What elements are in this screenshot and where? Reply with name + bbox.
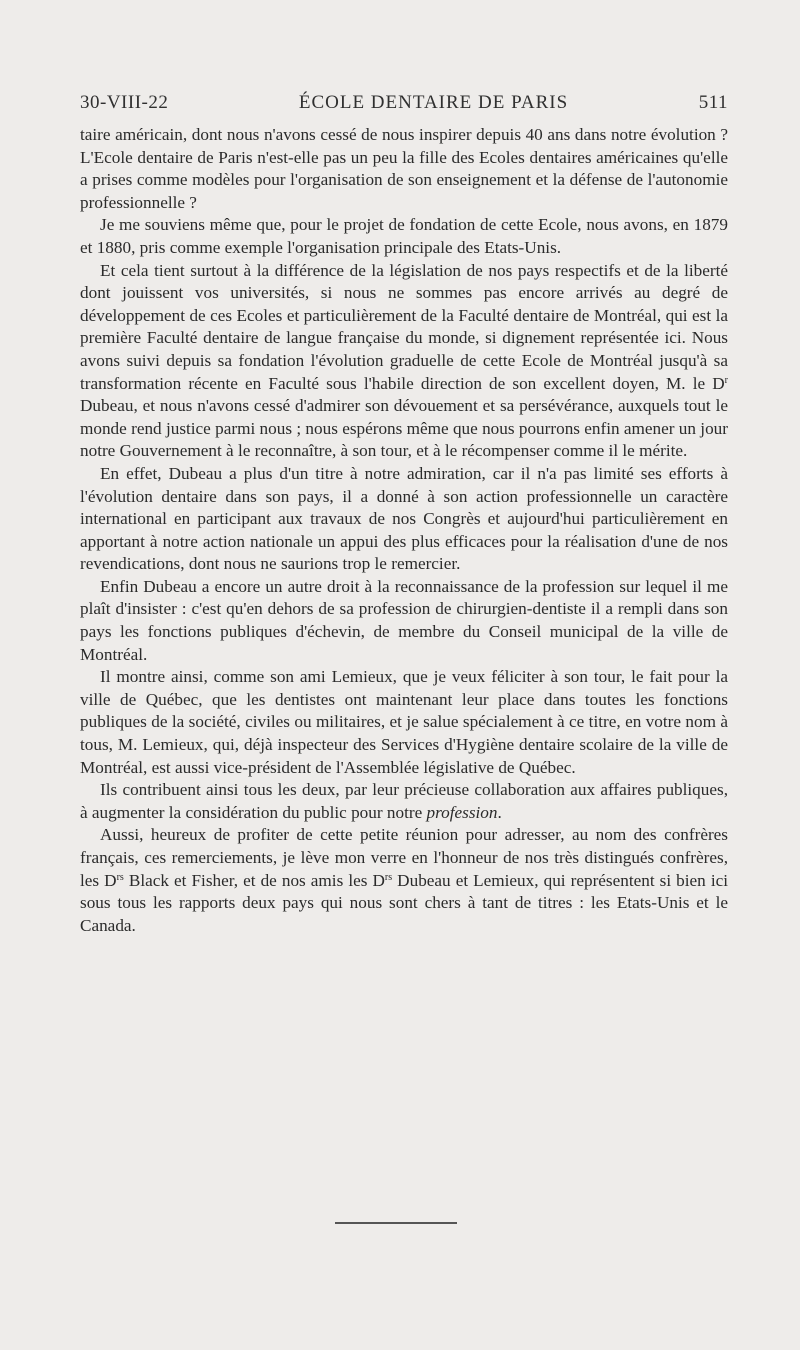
paragraph xyxy=(80,214,728,259)
paragraph-text: taire américain, dont nous n'avons cessé de nous inspirer depuis 40 ans dans notre évolution ? L'Ecole dentaire de Paris n'est-elle pas un peu la fille des Ecoles dentaires américaines qu'elle a prises comme modèles pour l'organisation de son enseignement et la défense de l'autonomie professionnelle ? xyxy=(80,125,728,212)
paragraph xyxy=(80,824,728,937)
italic-text: profession xyxy=(426,802,498,822)
page-number: 511 xyxy=(698,92,728,113)
paragraph-text: Et cela tient surtout à la différence de la législation de nos pays respectifs et de la liberté dont jouissent vos universités, si nous ne sommes pas encore arrivés au degré de développement de ces Ecoles et particulièrement de la Faculté dentaire de Montréal, qui est la première Faculté dentaire de langue française du monde, si dignement représentée ici. Nous avons suivi depuis sa fondation l'évolution graduelle de cette Ecole de Montréal jusqu'à sa transformation récente en Faculté sous l'habile direction de son excellent doyen, M. le D xyxy=(80,260,728,393)
superscript-text: r xyxy=(724,374,728,386)
running-header xyxy=(80,92,728,120)
page-content xyxy=(80,92,728,937)
header-title: ÉCOLE DENTAIRE DE PARIS xyxy=(298,92,569,113)
paragraph xyxy=(80,463,728,576)
paragraph-text: Dubeau et Lemieux, qui représentent si bien ici sous tous les rapports deux pays qui nous sont chers à tant de titres : les Etats-Unis et le Canada. xyxy=(80,870,729,935)
paragraph xyxy=(80,260,728,463)
end-rule xyxy=(335,1222,457,1224)
superscript-text: rs xyxy=(116,871,124,883)
paragraph-text: Je me souviens même que, pour le projet de fondation de cette Ecole, nous avons, en 1879 et 1880, pris comme exemple l'organisation principale des Etats-Unis. xyxy=(80,215,728,257)
header-date-code: 30-VIII-22 xyxy=(80,92,169,113)
paragraph-text: Ils contribuent ainsi tous les deux, par leur précieuse collaboration aux affaires publiques, à augmenter la considération du public pour notre xyxy=(80,780,728,822)
paragraph xyxy=(80,779,728,824)
paragraph xyxy=(80,666,728,779)
paragraph-text: En effet, Dubeau a plus d'un titre à notre admiration, car il n'a pas limité ses efforts à l'évolution dentaire dans son pays, il a donné à son action professionnelle un caractère international en participant aux travaux de nos Congrès et aujourd'hui particulièrement en apportant à notre action nationale un appui des plus efficaces pour la réalisation d'une de nos revendications, dont nous ne saurions trop le remercier. xyxy=(80,463,728,574)
paragraph-text: Dubeau, et nous n'avons cessé d'admirer son dévouement et sa persévérance, auxquels tout le monde rend justice parmi nous ; nous espérons même que nous pourrons enfin amener un jour notre Gouvernement à le reconnaître, à son tour, et à le récompenser comme il le mérite. xyxy=(80,396,728,461)
paragraph-text: . xyxy=(497,802,502,822)
paragraph-text: Il montre ainsi, comme son ami Lemieux, que je veux féliciter à son tour, le fait pour la ville de Québec, que les dentistes ont maintenant leur place dans toutes les fonctions publiques de la société, civiles ou militaires, et je salue spécialement à ce titre, en votre nom à tous, M. Lemieux, qui, déjà inspecteur des Services d'Hygiène dentaire scolaire de la ville de Montréal, est aussi vice-président de l'Assemblée législative de Québec. xyxy=(80,667,728,777)
paragraph-text: Enfin Dubeau a encore un autre droit à la reconnaissance de la profession sur lequel il me plaît d'insister : c'est qu'en dehors de sa profession de chirurgien-dentiste il a rempli dans son pays les fonctions publiques d'échevin, de membre du Conseil municipal de la ville de Montréal. xyxy=(80,576,728,664)
paragraph-text: Aussi, heureux de profiter de cette petite réunion pour adresser, au nom des confrères français, ces remerciements, je lève mon verre en l'honneur de nos très distingués confrères, les D xyxy=(80,825,728,890)
paragraph xyxy=(80,124,728,214)
paragraph xyxy=(80,576,728,666)
paragraph-text: Black et Fisher, et de nos amis les D xyxy=(123,870,385,890)
body-text xyxy=(80,124,728,937)
superscript-text: rs xyxy=(384,871,393,883)
